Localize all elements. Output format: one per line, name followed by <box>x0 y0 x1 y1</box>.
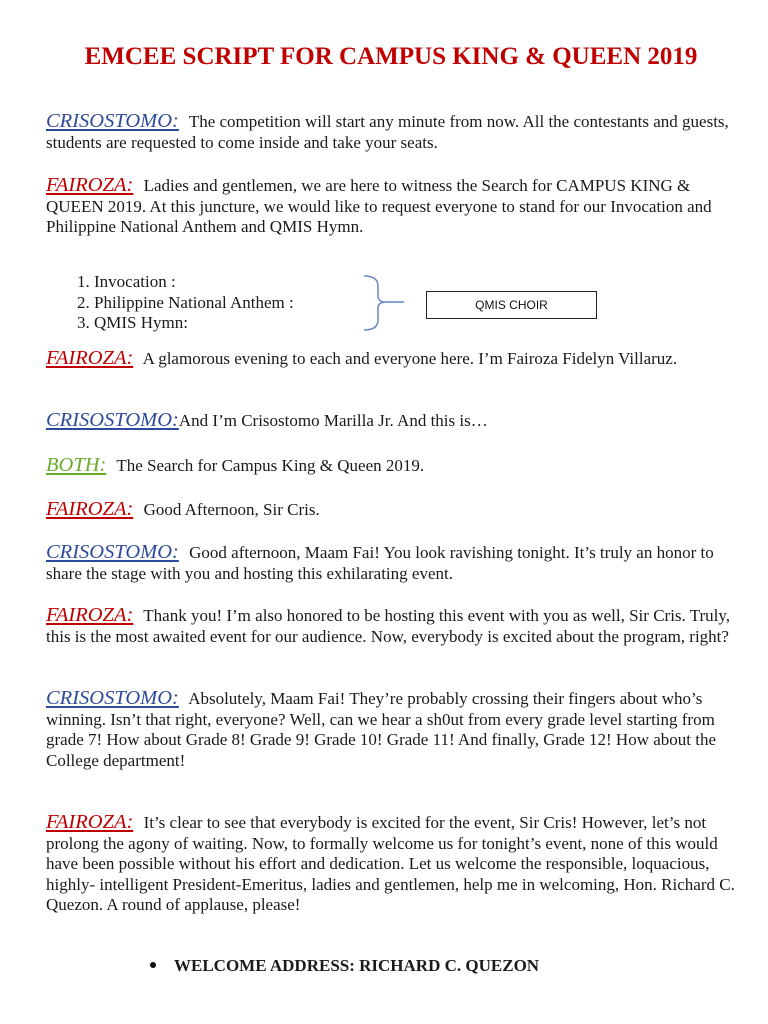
speaker-label: CRISOSTOMO: <box>46 110 179 132</box>
curly-brace-icon <box>348 272 408 332</box>
dialogue-paragraph <box>46 175 736 238</box>
speaker-label: FAIROZA: <box>46 498 134 520</box>
program-bullet-item <box>150 955 539 977</box>
dialogue-text: Good Afternoon, Sir Cris. <box>143 500 320 519</box>
speaker-label: FAIROZA: <box>46 347 134 369</box>
dialogue-paragraph <box>46 688 736 771</box>
dialogue-paragraph <box>46 455 736 477</box>
dialogue-paragraph <box>46 410 736 432</box>
program-list-item: 1. Invocation : <box>94 272 294 293</box>
speaker-label: CRISOSTOMO: <box>46 687 179 709</box>
dialogue-text: Thank you! I’m also honored to be hosting this event with you as well, Sir Cris. Truly, this is the most awaited event for our audience. Now, everybody is excited about the program, right? <box>46 606 731 646</box>
dialogue-text: Absolutely, Maam Fai! They’re probably crossing their fingers about who’s winning. Isn’t that right, everyone? Well, can we hear a sh0ut from every grade level starting from grade 7! How about Grade 8! Grade 9! Grade 10! Grade 11! And finally, Grade 12! How about the College department! <box>46 689 717 770</box>
dialogue-text: Good afternoon, Maam Fai! You look ravishing tonight. It’s truly an honor to share the stage with you and hosting this exhilarating event. <box>46 543 714 583</box>
dialogue-paragraph <box>46 348 736 370</box>
speaker-label: CRISOSTOMO: <box>46 541 179 563</box>
speaker-label: BOTH: <box>46 454 107 476</box>
speaker-label: CRISOSTOMO: <box>46 409 179 431</box>
dialogue-text: A glamorous evening to each and everyone here. I’m Fairoza Fidelyn Villaruz. <box>142 349 678 368</box>
dialogue-text: It’s clear to see that everybody is excited for the event, Sir Cris! However, let’s not prolong the agony of waiting. Now, to formally welcome us for tonight’s event, none of this would have been possible without his effort and dedication. Let us welcome the responsible, loquacious, highly- intelligent President-Emeritus, ladies and gentlemen, help me in welcoming, Hon. Richard C. Quezon. A round of applause, please! <box>46 813 735 914</box>
speaker-label: FAIROZA: <box>46 811 134 833</box>
document-title: EMCEE SCRIPT FOR CAMPUS KING & QUEEN 2019 <box>84 43 698 70</box>
choir-label-box: QMIS CHOIR <box>426 291 597 319</box>
bullet-icon <box>150 962 156 968</box>
program-list-item: 2. Philippine National Anthem : <box>94 293 294 314</box>
bullet-text: WELCOME ADDRESS: RICHARD C. QUEZON <box>174 956 540 975</box>
dialogue-text: And I’m Crisostomo Marilla Jr. And this is… <box>178 411 488 430</box>
program-list <box>46 272 294 334</box>
dialogue-paragraph <box>46 542 736 584</box>
script-page <box>46 0 736 975</box>
dialogue-text: The Search for Campus King & Queen 2019. <box>116 456 425 475</box>
speaker-label: FAIROZA: <box>46 174 134 196</box>
dialogue-paragraph <box>46 812 736 916</box>
dialogue-text: The competition will start any minute from now. All the contestants and guests, students are requested to come inside and take your seats. <box>46 112 729 152</box>
speaker-label: FAIROZA: <box>46 604 134 626</box>
dialogue-paragraph <box>46 605 736 647</box>
dialogue-paragraph <box>46 111 736 153</box>
program-list-item: 3. QMIS Hymn: <box>94 313 294 334</box>
dialogue-text: Ladies and gentlemen, we are here to witness the Search for CAMPUS KING & QUEEN 2019. At this juncture, we would like to request everyone to stand for our Invocation and Philippine National Anthem and QMIS Hymn. <box>46 176 712 236</box>
dialogue-paragraph <box>46 499 736 521</box>
